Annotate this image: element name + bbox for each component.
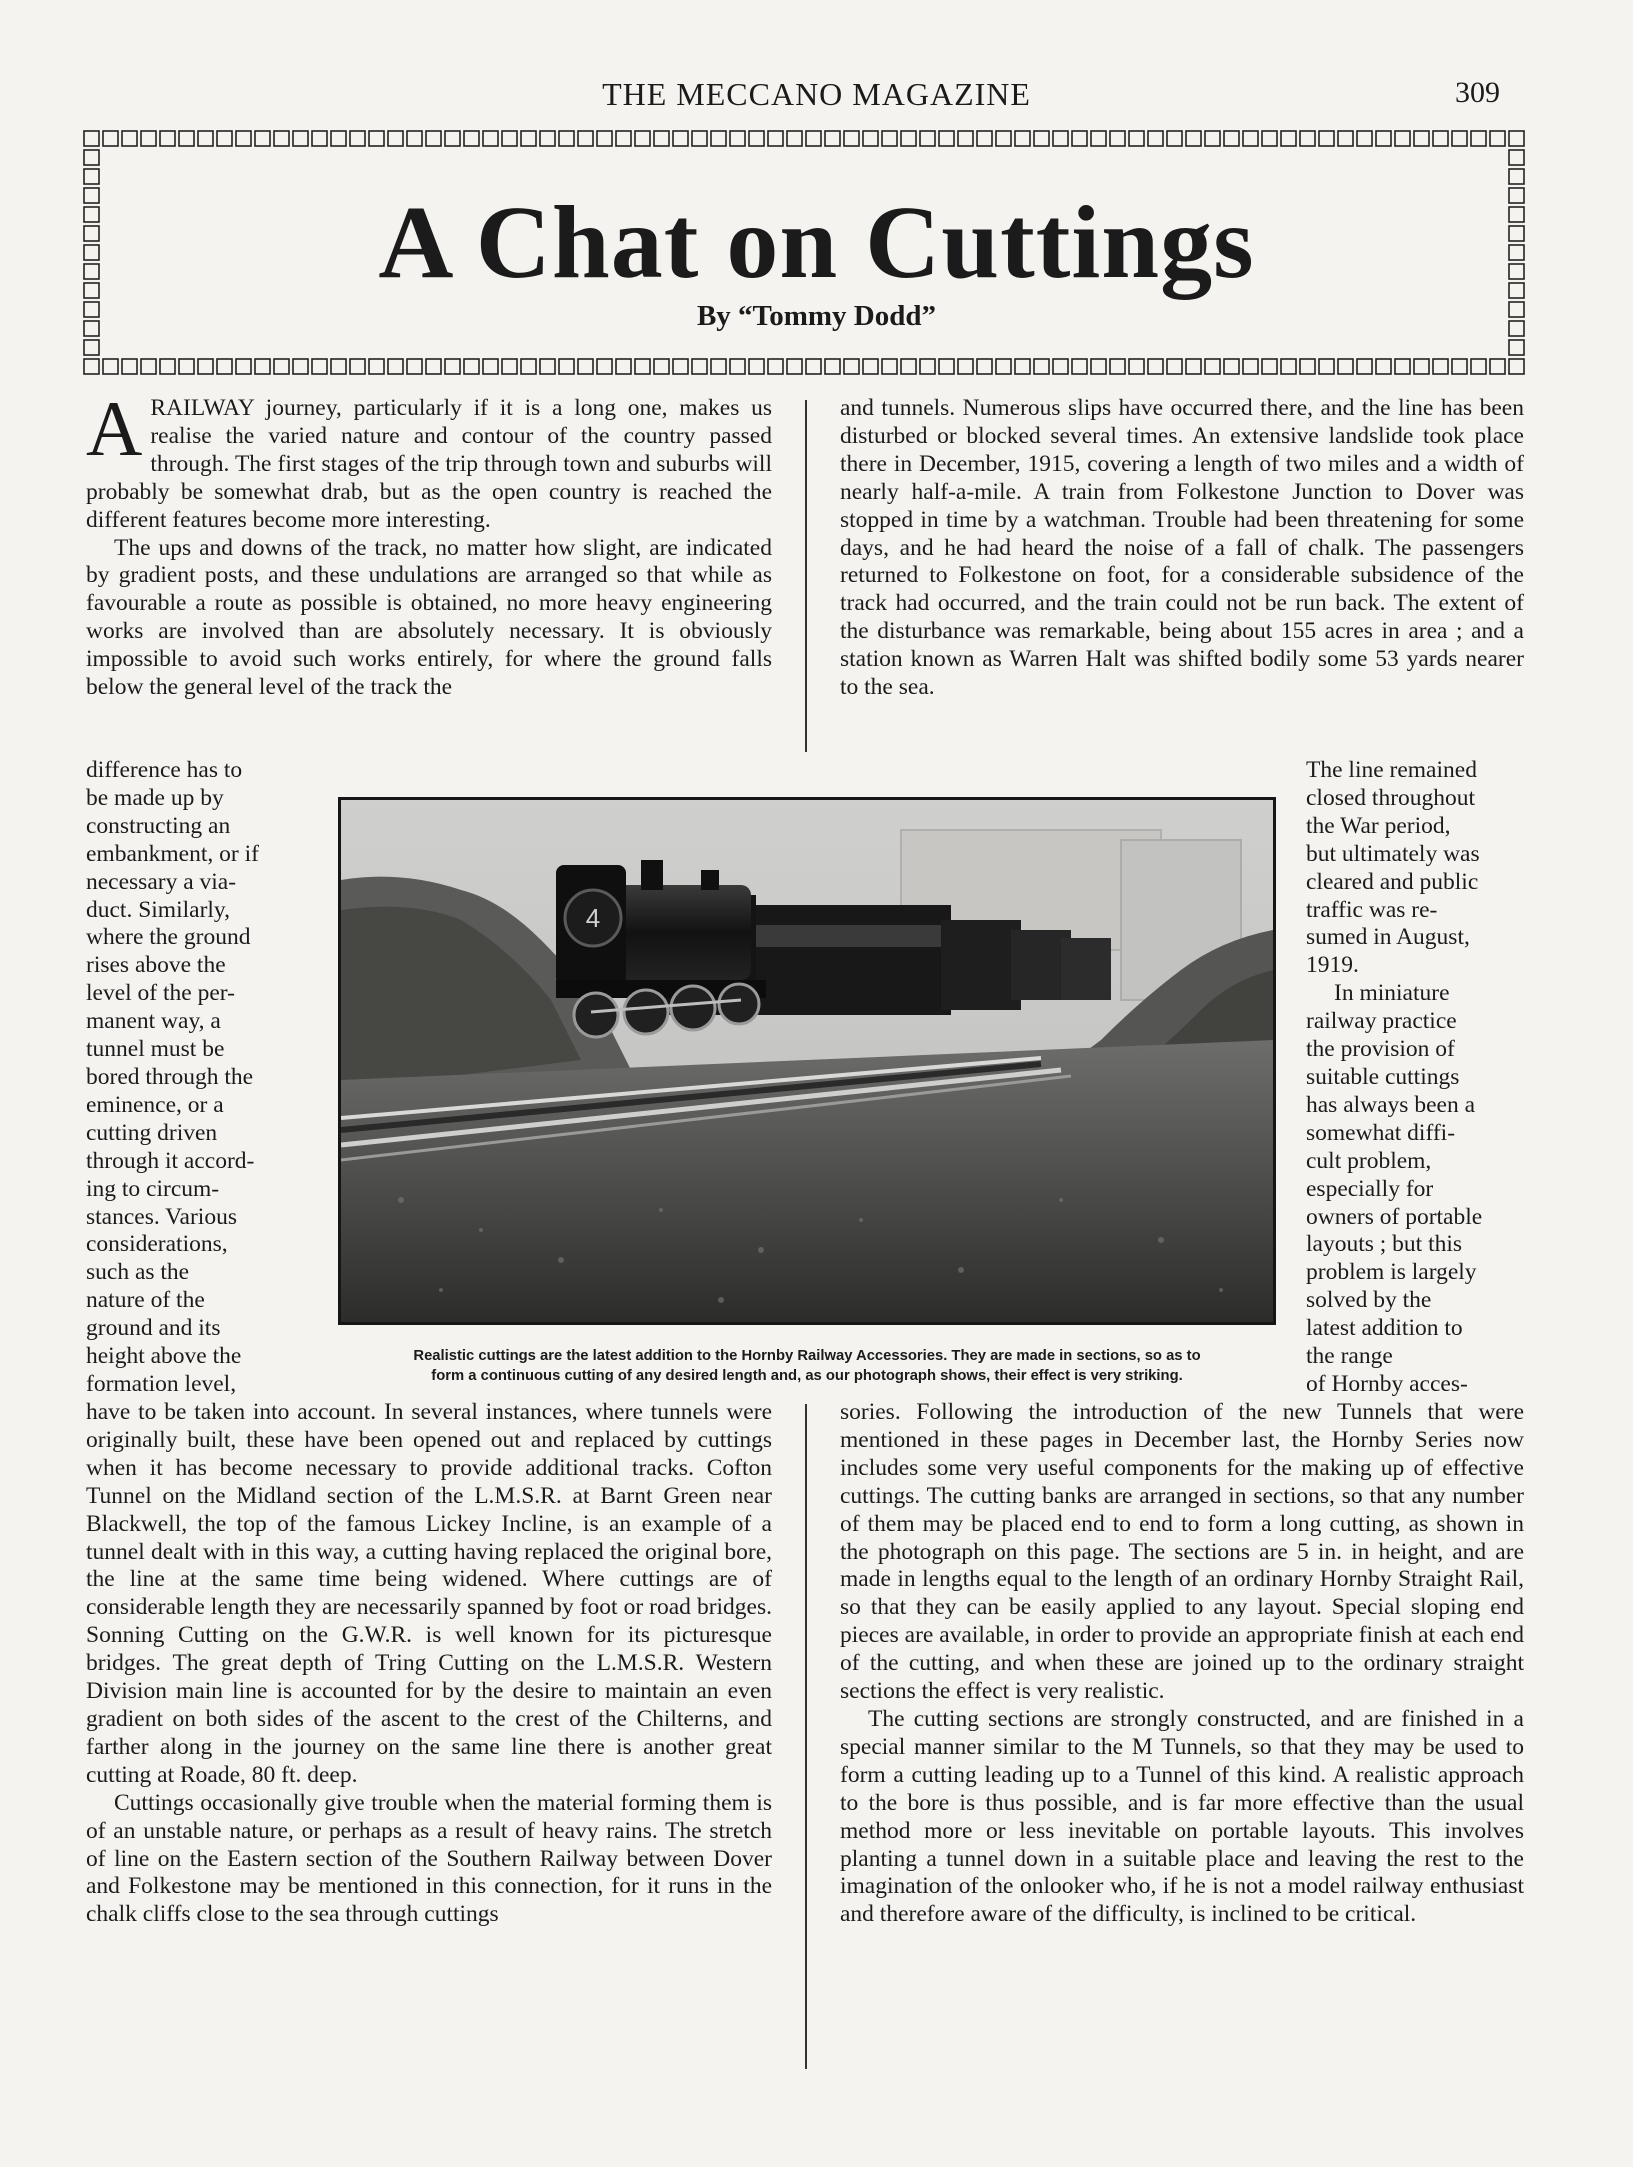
text-line: formation level, (86, 1370, 237, 1397)
text-line: railway practice (1306, 1008, 1457, 1035)
text-line: somewhat diffi- (1306, 1119, 1456, 1146)
caption-line: form a continuous cutting of any desired length and, as our photograph shows, their effect is very striking. (431, 1368, 1183, 1384)
text-line: In miniature (1334, 980, 1450, 1007)
paragraph: have to be taken into account. In several instances, where tunnels were originally built, these have been opened out and replaced by cuttings when it has become necessary to provide additional tracks. Cofton Tunnel on the Midland section of the L.M.S.R. at Barnt Green near Blackwell, the top of the famous Lickey Incline, is an example of a tunnel dealt with in this way, a cutting having replaced the original bore, the line at the same time being widened. Where cuttings are of considerable length they are necessarily spanned by foot or road bridges. Sonning Cutting on the G.W.R. is well known for its picturesque bridges. The great depth of Tring Cutting on the L.M.S.R. Western Division main line is accounted for by the desire to maintain an even gradient on both sides of the ascent to the crest of the Chilterns, and farther along in the journey on the same line there is another great cutting at Roade, 80 ft. deep. (86, 1399, 772, 1788)
text-line: has always been a (1306, 1091, 1475, 1118)
text-line: embankment, or if (86, 840, 259, 867)
column-1-narrow (86, 757, 304, 1399)
paragraph: The ups and downs of the track, no matter how slight, are indicated by gradient posts, and these undulations are arranged so that while as favourable a route as possible is obtained, no more heavy engineering works are involved than are absolutely necessary. It is obviously impossible to avoid such works entirely, for where the ground falls below the general level of the track the (86, 534, 772, 701)
column-2-top (840, 395, 1524, 702)
text-line: The line remained (1306, 757, 1477, 783)
text-line: 1919. (1306, 952, 1359, 979)
text-line: nature of the (86, 1287, 205, 1314)
text-line: rises above the (86, 952, 226, 979)
text-line: be made up by (86, 784, 224, 811)
text-line: height above the (86, 1343, 242, 1370)
text-line: cutting driven (86, 1119, 218, 1146)
text-line: bored through the (86, 1063, 254, 1090)
text-line: traffic was re- (1306, 896, 1438, 923)
article-title: A Chat on Cuttings (378, 185, 1255, 300)
cutting-photograph (338, 797, 1276, 1325)
text-line: eminence, or a (86, 1091, 224, 1118)
text-line: tunnel must be (86, 1036, 225, 1063)
text-line: necessary a via- (86, 868, 237, 895)
text-line: considerations, (86, 1231, 228, 1258)
text-line: manent way, a (86, 1008, 221, 1035)
paragraph: sories. Following the introduction of the new Tunnels that were mentioned in these pages in December last, the Hornby Series now includes some very useful components for the making up of effective cuttings. The cutting banks are arranged in sections, so that any number of them may be placed end to end to form a long cutting, as shown in the photograph on this page. The sections are 5 in. in height, and are made in lengths equal to the length of an ordinary Hornby Straight Rail, so that they can be easily applied to any layout. Special sloping end pieces are available, in order to provide an appropriate finish at each end of the cutting, and when these are joined up to the ordinary straight sections the effect is very realistic. (840, 1399, 1524, 1705)
paragraph: The cutting sections are strongly constructed, and are finished in a special manner similar to the M Tunnels, so that they may be used to form a cutting leading up to a Tunnel of this kind. A realistic approach to the bore is thus possible, and is far more effective than the usual method more or less inevitable on portable layouts. This involves planting a tunnel down in a suitable place and leaving the rest to the imagination of the onlooker who, if he is not a model railway enthusiast and therefore aware of the difficulty, is inclined to be critical. (840, 1705, 1524, 1928)
paragraph: Cuttings occasionally give trouble when the material forming them is of an unstable nature, or perhaps as a result of heavy rains. The stretch of line on the Eastern section of the Southern Railway between Dover and Folkestone may be mentioned in this connection, for it runs in the chalk cliffs close to the sea through cuttings (86, 1789, 772, 1928)
text-line: duct. Similarly, (86, 896, 231, 923)
text-line: solved by the (1306, 1287, 1432, 1314)
text-line: suitable cuttings (1306, 1063, 1460, 1090)
locomotive-number: 4 (585, 903, 601, 933)
text-line: sumed in August, (1306, 924, 1470, 951)
text-line: through it accord- (86, 1147, 255, 1174)
text-line: layouts ; but this (1306, 1231, 1463, 1258)
text-line: ground and its (86, 1315, 221, 1342)
running-head (0, 76, 1633, 116)
paragraph-text: RAILWAY journey, particularly if it is a long one, makes us realise the varied nature and contour of the country passed through. The first stages of the trip through town and suburbs will probably be somewhat drab, but as the open country is reached the different features become more interesting. (86, 395, 772, 533)
magazine-name: THE MECCANO MAGAZINE (602, 76, 1031, 112)
text-line: the range (1306, 1343, 1393, 1370)
opening-paragraph (86, 385, 772, 535)
text-line: the provision of (1306, 1036, 1455, 1063)
text-line: difference has to (86, 757, 243, 783)
text-line: where the ground (86, 924, 251, 951)
column-rule-bottom (805, 1404, 807, 2069)
text-line: the War period, (1306, 812, 1451, 839)
caption-line: Realistic cuttings are the latest addition to the Hornby Railway Accessories. They are made in sections, so as to (413, 1348, 1201, 1364)
model-train-in-cutting-image (341, 800, 1273, 1322)
photo-caption (335, 1346, 1279, 1386)
text-line: cleared and public (1306, 868, 1479, 895)
article-byline: By “Tommy Dodd” (696, 300, 937, 332)
column-2-narrow (1306, 757, 1524, 1399)
text-line: constructing an (86, 812, 231, 839)
text-line: level of the per- (86, 980, 235, 1007)
text-line: especially for (1306, 1175, 1434, 1202)
text-line: such as the (86, 1259, 190, 1286)
text-line: owners of portable (1306, 1203, 1483, 1230)
drop-cap: A (86, 385, 143, 472)
text-line: cult problem, (1306, 1147, 1432, 1174)
column-rule-top (805, 400, 807, 752)
page-number: 309 (1455, 76, 1500, 109)
column-2-bottom (840, 1399, 1524, 1929)
text-line: stances. Various (86, 1203, 237, 1230)
text-line: problem is largely (1306, 1259, 1477, 1286)
text-line: closed throughout (1306, 784, 1476, 811)
column-1-bottom (86, 1399, 772, 1929)
paragraph: and tunnels. Numerous slips have occurred there, and the line has been disturbed or blocked several times. An extensive landslide took place there in December, 1915, covering a length of two miles and a width of nearly half-a-mile. A train from Folkestone Junction to Dover was stopped in time by a watchman. Trouble had been threatening for some days, and he had heard the noise of a fall of chalk. The passengers returned to Folkestone on foot, for a considerable subsidence of the track had occurred, and the train could not be run back. The extent of the disturbance was remarkable, being about 155 acres in area ; and a station known as Warren Halt was shifted bodily some 53 yards nearer to the sea. (840, 395, 1524, 701)
text-line: but ultimately was (1306, 840, 1480, 867)
text-line: ing to circum- (86, 1175, 220, 1202)
text-line: of Hornby acces- (1306, 1370, 1468, 1397)
text-line: latest addition to (1306, 1315, 1463, 1342)
column-1-top (86, 385, 772, 702)
